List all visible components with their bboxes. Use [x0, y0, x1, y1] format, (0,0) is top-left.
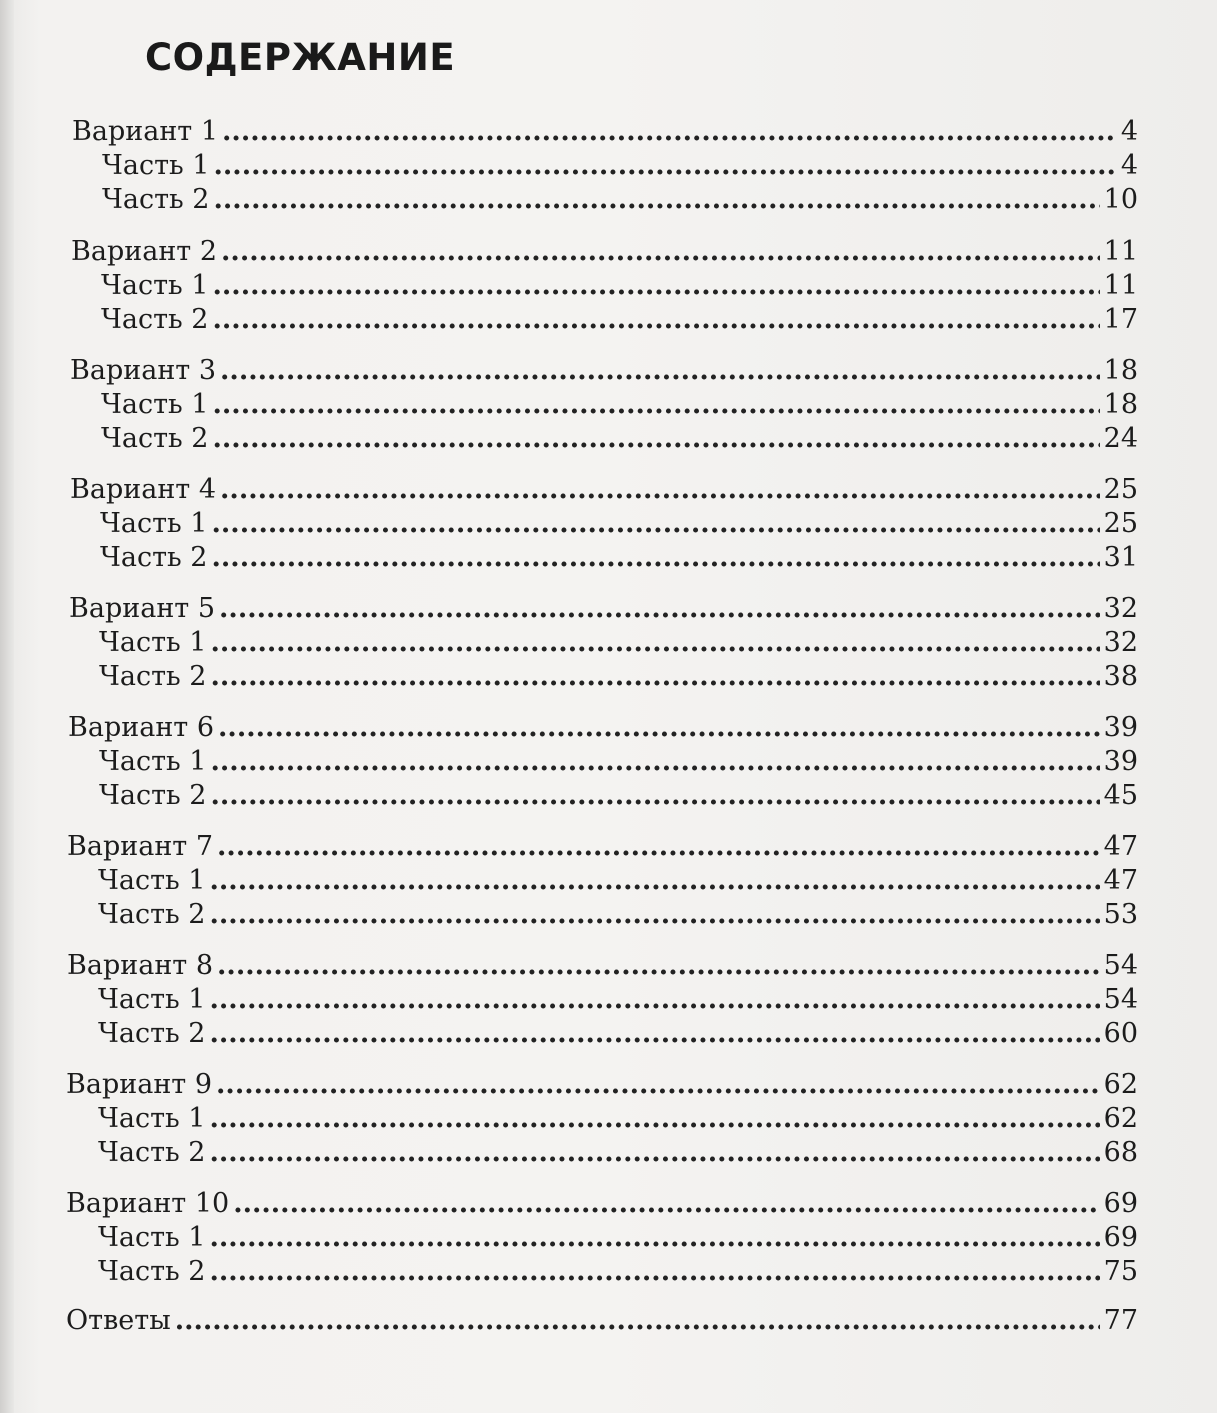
toc-entry-label: Часть 2 [102, 184, 210, 215]
toc-leader-dots [212, 508, 1100, 540]
toc-entry-part [102, 184, 1138, 218]
toc-entry-label: Вариант 10 [66, 1188, 230, 1219]
toc-entry-label: Часть 2 [100, 542, 208, 573]
toc-leader-dots [213, 270, 1100, 302]
toc-page-number: 75 [1103, 1256, 1138, 1287]
toc-entry-answers [66, 1305, 1138, 1339]
toc-page-number: 25 [1103, 474, 1138, 505]
toc-leader-dots [213, 389, 1100, 421]
toc-entry-label: Вариант 1 [72, 116, 219, 147]
toc-entry-variant [66, 1188, 1138, 1222]
toc-entry-label: Часть 2 [98, 1137, 206, 1168]
toc-page-number: 47 [1103, 831, 1138, 862]
toc-leader-dots [211, 627, 1100, 659]
toc-leader-dots [210, 1137, 1100, 1169]
toc-entry-part [100, 508, 1138, 542]
toc-leader-dots [210, 984, 1100, 1016]
toc-page-number: 54 [1103, 984, 1138, 1015]
toc-entry-label: Часть 1 [98, 865, 206, 896]
toc-entry-part [102, 150, 1138, 184]
toc-leader-dots [210, 1018, 1100, 1050]
toc-leader-dots [222, 116, 1117, 148]
toc-entry-part [98, 1137, 1138, 1171]
toc-leader-dots [217, 950, 1100, 982]
toc-entry-variant [72, 116, 1138, 150]
toc-entry-label: Часть 1 [99, 746, 207, 777]
toc-leader-dots [220, 355, 1100, 387]
toc-entry-label: Часть 1 [101, 389, 209, 420]
toc-leader-dots [210, 1103, 1100, 1135]
toc-leader-dots [210, 1256, 1100, 1288]
toc-entry-label: Вариант 8 [67, 950, 214, 981]
toc-leader-dots [221, 236, 1100, 268]
toc-entry-part [98, 984, 1138, 1018]
toc-entry-part [98, 865, 1138, 899]
toc-entry-label: Часть 1 [98, 1103, 206, 1134]
toc-entry-label: Часть 1 [101, 270, 209, 301]
toc-entry-part [101, 389, 1138, 423]
toc-page-number: 77 [1103, 1305, 1138, 1336]
toc-entry-label: Вариант 4 [70, 474, 217, 505]
toc-leader-dots [210, 899, 1100, 931]
toc-entry-part [100, 542, 1138, 576]
toc-page-number: 39 [1103, 712, 1138, 743]
toc-page-number: 24 [1103, 423, 1138, 454]
toc-entry-label: Часть 2 [98, 1256, 206, 1287]
toc-page-number: 62 [1103, 1069, 1138, 1100]
toc-entry-part [98, 1222, 1138, 1256]
toc-entry-variant [67, 950, 1138, 984]
toc-page-number: 68 [1103, 1137, 1138, 1168]
toc-leader-dots [219, 593, 1100, 625]
toc-leader-dots [210, 865, 1100, 897]
toc-entry-part [101, 423, 1138, 457]
toc-entry-label: Ответы [66, 1305, 171, 1336]
toc-entry-label: Часть 2 [101, 423, 209, 454]
toc-leader-dots [211, 661, 1100, 693]
toc-page-number: 62 [1103, 1103, 1138, 1134]
toc-entry-variant [70, 355, 1138, 389]
toc-page-number: 69 [1103, 1188, 1138, 1219]
toc-entry-label: Часть 2 [99, 661, 207, 692]
toc-leader-dots [217, 831, 1100, 863]
toc-entry-label: Вариант 6 [68, 712, 215, 743]
toc-leader-dots [175, 1305, 1100, 1337]
toc-entry-part [99, 627, 1138, 661]
toc-entry-label: Часть 2 [99, 780, 207, 811]
toc-page-number: 17 [1103, 304, 1138, 335]
toc-entry-label: Часть 1 [99, 627, 207, 658]
toc-page-number: 18 [1103, 389, 1138, 420]
toc-entry-part [99, 780, 1138, 814]
toc-page-number: 39 [1103, 746, 1138, 777]
toc-leader-dots [213, 304, 1100, 336]
toc-page-number: 45 [1103, 780, 1138, 811]
toc-entry-label: Часть 1 [102, 150, 210, 181]
toc-entry-part [98, 1018, 1138, 1052]
toc-entry-variant [68, 712, 1138, 746]
toc-leader-dots [214, 150, 1117, 182]
page-title: СОДЕРЖАНИЕ [145, 36, 456, 79]
toc-entry-label: Часть 1 [98, 1222, 206, 1253]
toc-entry-part [98, 899, 1138, 933]
toc-entry-part [99, 661, 1138, 695]
toc-page-number: 4 [1120, 116, 1138, 147]
toc-entry-part [101, 270, 1138, 304]
toc-entry-label: Часть 1 [100, 508, 208, 539]
toc-page-number: 54 [1103, 950, 1138, 981]
toc-page-number: 69 [1103, 1222, 1138, 1253]
toc-page-number: 32 [1103, 627, 1138, 658]
toc-entry-variant [69, 593, 1138, 627]
toc-entry-variant [71, 236, 1138, 270]
toc-leader-dots [213, 423, 1100, 455]
toc-leader-dots [210, 1222, 1100, 1254]
toc-page-number: 60 [1103, 1018, 1138, 1049]
toc-entry-part [99, 746, 1138, 780]
toc-page-number: 11 [1103, 236, 1138, 267]
toc-leader-dots [214, 184, 1100, 216]
toc-leader-dots [233, 1188, 1099, 1220]
toc-page-number: 38 [1103, 661, 1138, 692]
toc-entry-part [98, 1256, 1138, 1290]
toc-leader-dots [211, 780, 1100, 812]
toc-entry-variant [66, 1069, 1138, 1103]
toc-entry-variant [67, 831, 1138, 865]
toc-leader-dots [220, 474, 1100, 506]
toc-entry-label: Вариант 5 [69, 593, 216, 624]
toc-page-number: 31 [1103, 542, 1138, 573]
toc-entry-part [101, 304, 1138, 338]
toc-entry-label: Часть 1 [98, 984, 206, 1015]
toc-leader-dots [218, 712, 1100, 744]
toc-leader-dots [212, 542, 1100, 574]
toc-entry-label: Вариант 3 [70, 355, 217, 386]
toc-entry-label: Часть 2 [101, 304, 209, 335]
toc-leader-dots [216, 1069, 1100, 1101]
toc-page-number: 4 [1120, 150, 1138, 181]
toc-entry-variant [70, 474, 1138, 508]
toc-page-number: 10 [1103, 184, 1138, 215]
toc-entry-label: Вариант 7 [67, 831, 214, 862]
toc-page-number: 11 [1103, 270, 1138, 301]
toc-page-number: 25 [1103, 508, 1138, 539]
toc-page-number: 47 [1103, 865, 1138, 896]
toc-page-number: 53 [1103, 899, 1138, 930]
toc-entry-label: Вариант 9 [66, 1069, 213, 1100]
toc-entry-label: Вариант 2 [71, 236, 218, 267]
toc-entry-label: Часть 2 [98, 1018, 206, 1049]
toc-page-number: 32 [1103, 593, 1138, 624]
toc-entry-label: Часть 2 [98, 899, 206, 930]
toc-leader-dots [211, 746, 1100, 778]
toc-entry-part [98, 1103, 1138, 1137]
toc-page-number: 18 [1103, 355, 1138, 386]
